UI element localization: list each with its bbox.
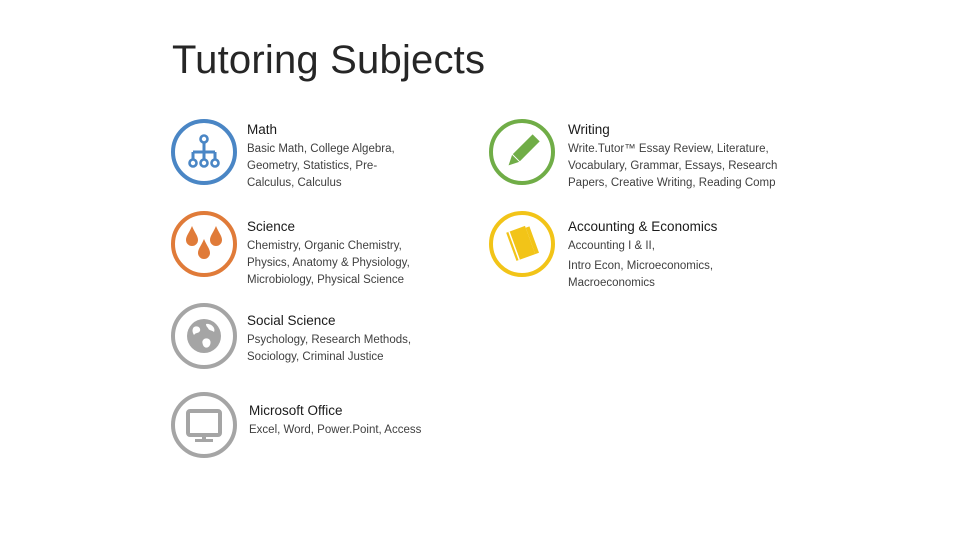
subject-title: Social Science [247, 313, 336, 328]
page-title: Tutoring Subjects [172, 38, 486, 82]
subject-title: Accounting & Economics [568, 219, 718, 234]
drops-icon [169, 209, 239, 279]
subject-description: Write.Tutor™ Essay Review, Literature, Vocabulary, Grammar, Essays, Research Papers, Creative Writing, Reading Comp [568, 143, 778, 189]
globe-icon [169, 301, 239, 371]
subject-microsoft-office [249, 402, 479, 439]
pencil-icon [487, 117, 557, 187]
subject-title: Microsoft Office [249, 403, 343, 418]
subject-description-line2: Intro Econ, Microeconomics, Macroeconomics [568, 260, 714, 289]
hierarchy-icon [169, 117, 239, 187]
subject-social-science [247, 312, 457, 366]
subject-title: Writing [568, 122, 610, 137]
subject-title: Math [247, 122, 278, 137]
subject-description: Basic Math, College Algebra, Geometry, Statistics, Pre-Calculus, Calculus [247, 143, 395, 189]
subject-description: Excel, Word, Power.Point, Access [249, 424, 422, 436]
monitor-icon [169, 390, 239, 460]
subject-math [247, 121, 447, 192]
subject-description-line1: Accounting I & II, [568, 240, 655, 252]
book-icon [487, 209, 557, 279]
subject-description: Psychology, Research Methods, Sociology, Criminal Justice [247, 334, 412, 363]
subject-description: Chemistry, Organic Chemistry, Physics, Anatomy & Physiology, Microbiology, Physical Science [247, 240, 410, 286]
subject-science [247, 218, 457, 289]
subject-writing [568, 121, 798, 192]
subject-accounting [568, 218, 788, 292]
subject-title: Science [247, 219, 296, 234]
